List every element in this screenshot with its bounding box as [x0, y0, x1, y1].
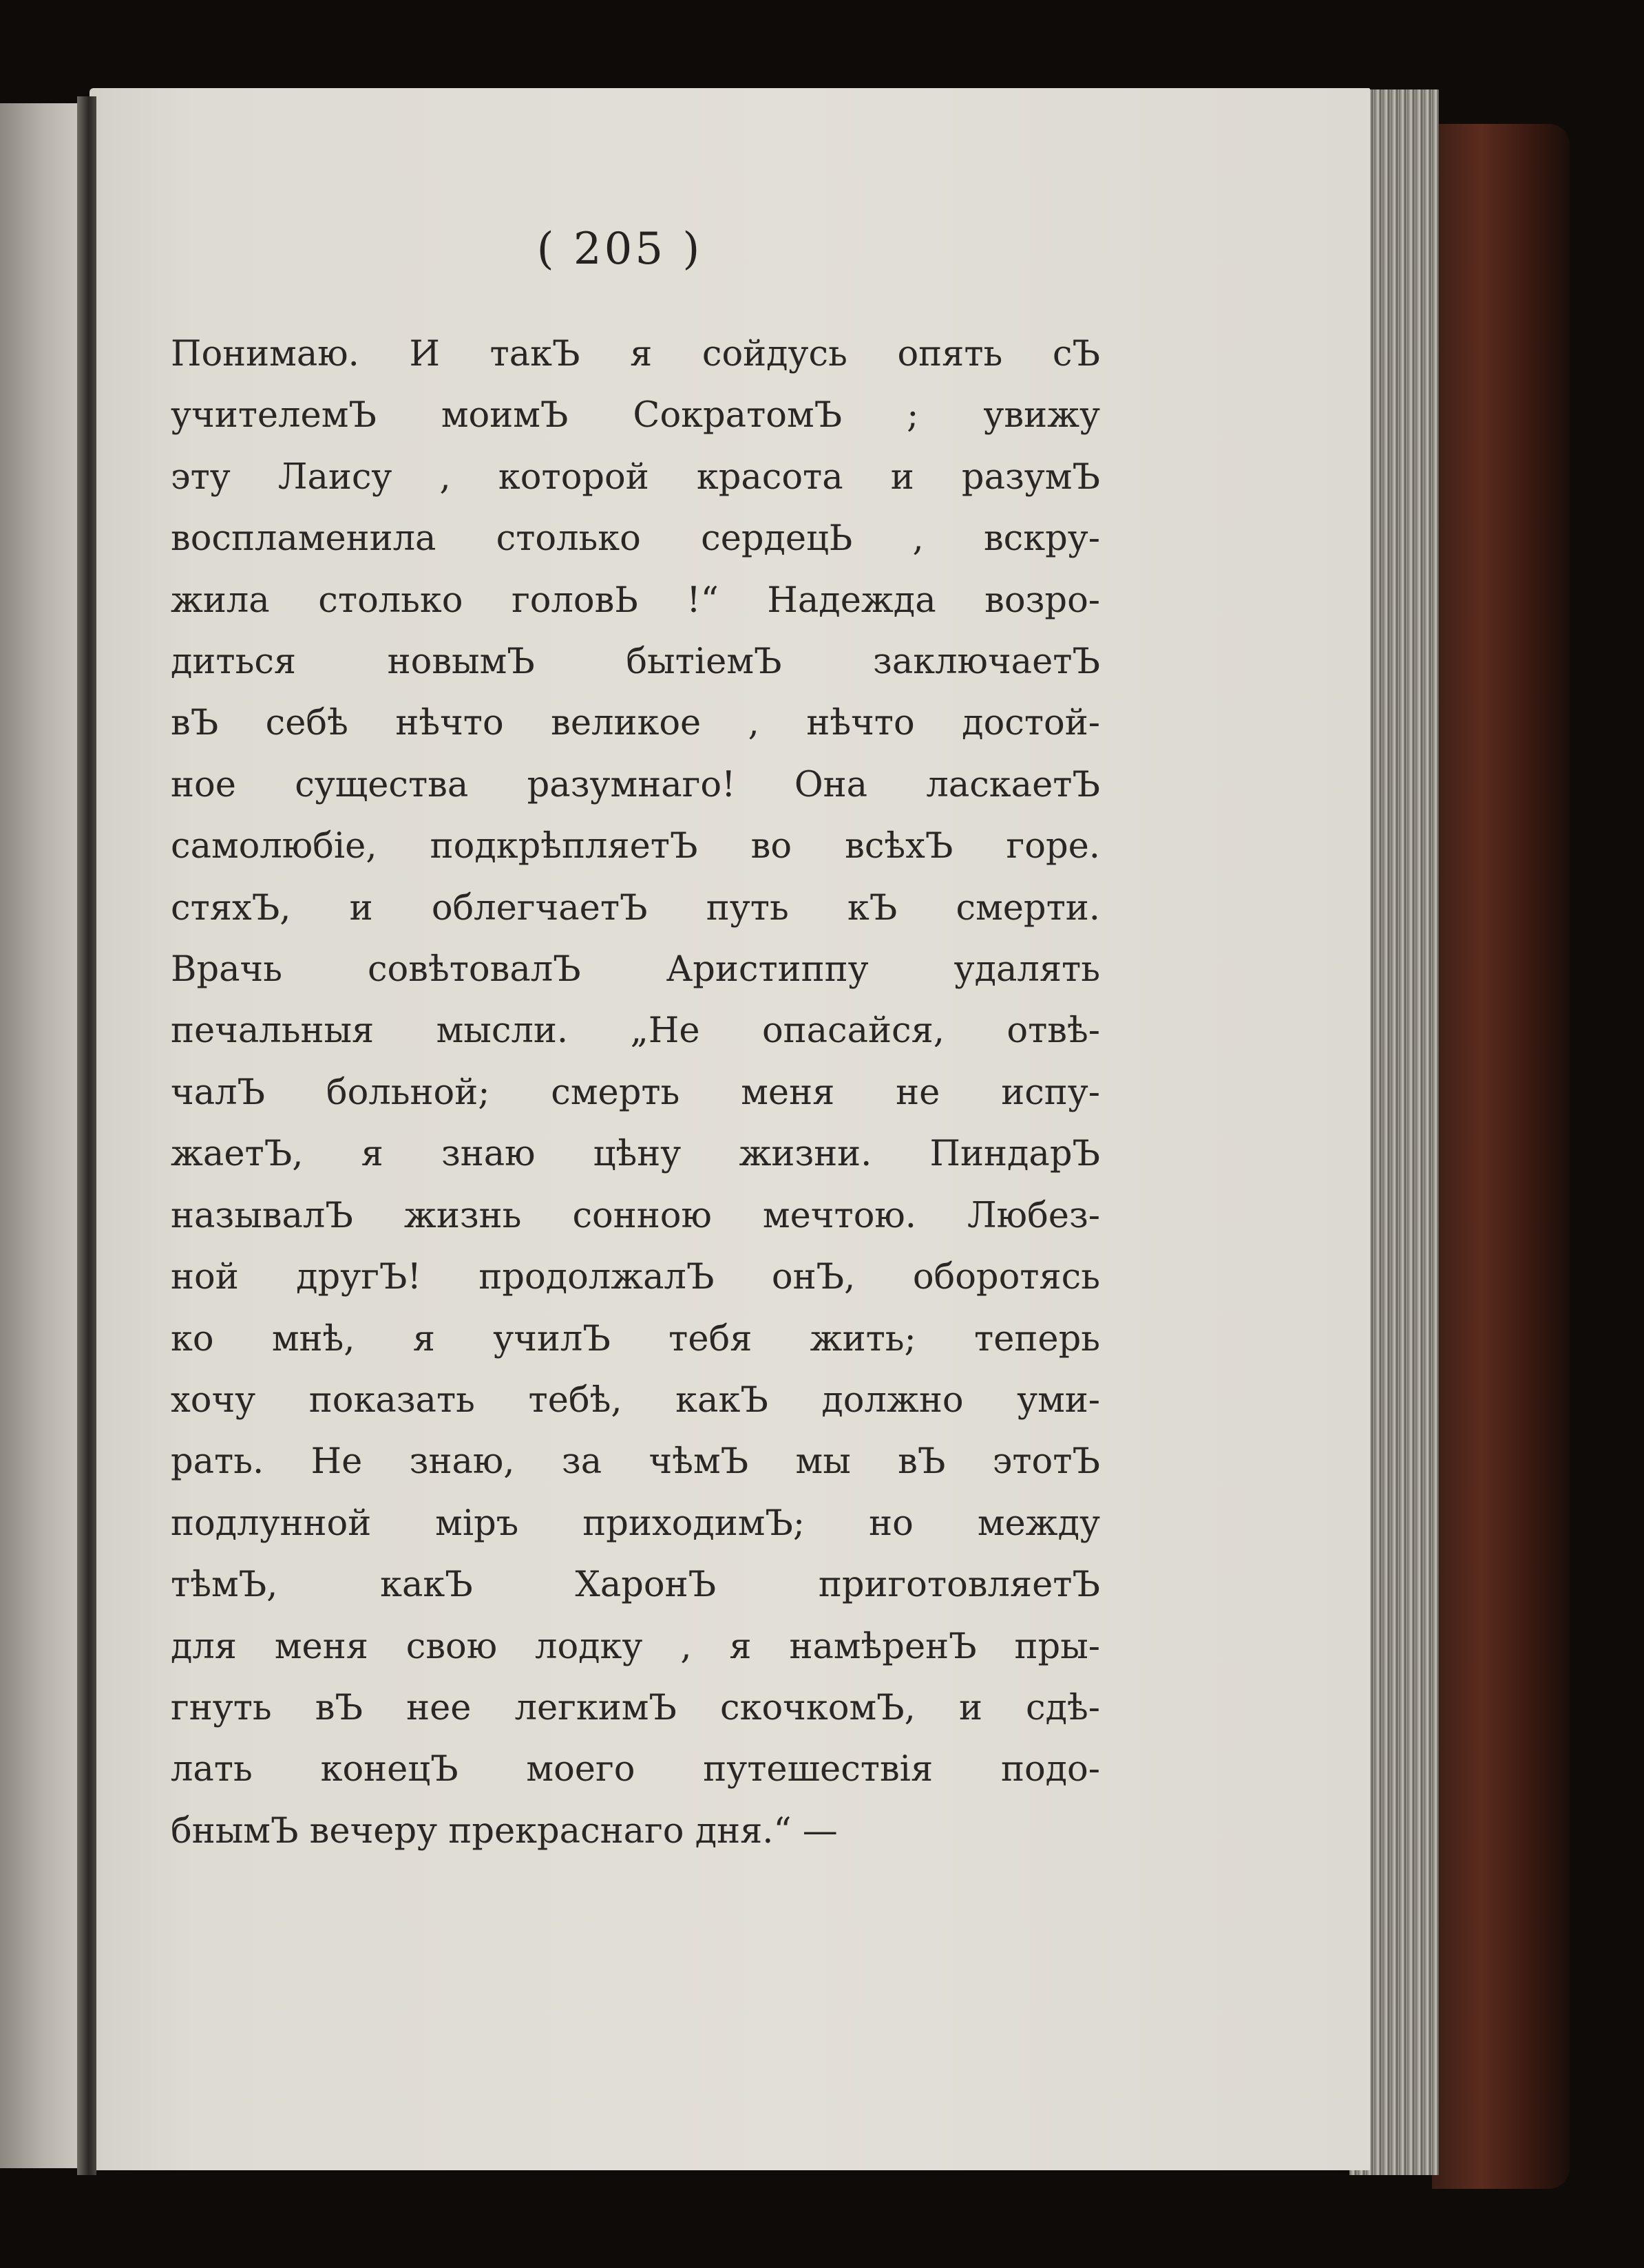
text-line: диться новымЪ бытіемЪ заключаетЪ [171, 642, 1100, 683]
text-line: гнуть вЪ нее легкимЪ скочкомЪ, и сдѣ- [171, 1687, 1100, 1728]
text-line: чалЪ больной; смерть меня не испу- [171, 1072, 1100, 1113]
text-line: воспламенила столько сердецЬ , вскру- [171, 518, 1100, 560]
text-line: Понимаю. И такЪ я сойдусь опять сЪ [171, 334, 1100, 374]
text-line: ко мнѣ, я училЪ тебя жить; теперь [171, 1318, 1100, 1359]
book-cover-edge [1432, 124, 1570, 2189]
text-line: жаетЪ, я знаю цѣну жизни. ПиндарЪ [171, 1134, 1100, 1175]
text-line: жила столько головЬ !“ Надежда возро- [171, 580, 1100, 621]
text-line: самолюбіе, подкрѣпляетЪ во всѣхЪ горе. [171, 826, 1100, 867]
text-line: хочу показать тебѣ, какЪ должно уми- [171, 1379, 1100, 1421]
text-line: Врачь совѣтовалЪ Аристиппу удалять [171, 949, 1100, 990]
page-number: ( 205 ) [536, 224, 703, 275]
text-line: тѣмЪ, какЪ ХаронЪ приготовляетЪ [171, 1565, 1100, 1606]
text-line: бнымЪ вечеру прекраснаго дня.“ — [171, 1810, 838, 1852]
previous-page-edge [0, 103, 81, 2168]
text-line: стяхЪ, и облегчаетЪ путь кЪ смерти. [171, 887, 1100, 929]
text-line: для меня свою лодку , я намѣренЪ пры- [171, 1626, 1100, 1667]
text-line: рать. Не знаю, за чѣмЪ мы вЪ этотЪ [171, 1441, 1100, 1483]
book-gutter [77, 96, 96, 2175]
text-line: вЪ себѣ нѣчто великое , нѣчто достой- [171, 703, 1100, 744]
text-line: учителемЪ моимЪ СократомЪ ; увижу [171, 395, 1100, 436]
text-line: ной другЪ! продолжалЪ онЪ, оборотясь [171, 1257, 1100, 1298]
text-line: ное существа разумнаго! Она ласкаетЪ [171, 764, 1100, 805]
text-line: эту Лаису , которой красота и разумЪ [171, 456, 1100, 498]
text-line: лать конецЪ моего путешествія подо- [171, 1749, 1100, 1790]
page-text [171, 324, 1100, 1862]
text-line: подлунной міръ приходимЪ; но между [171, 1503, 1100, 1544]
text-line: печальныя мысли. „Не опасайся, отвѣ- [171, 1010, 1100, 1052]
text-line: называлЪ жизнь сонною мечтою. Любез- [171, 1195, 1100, 1236]
